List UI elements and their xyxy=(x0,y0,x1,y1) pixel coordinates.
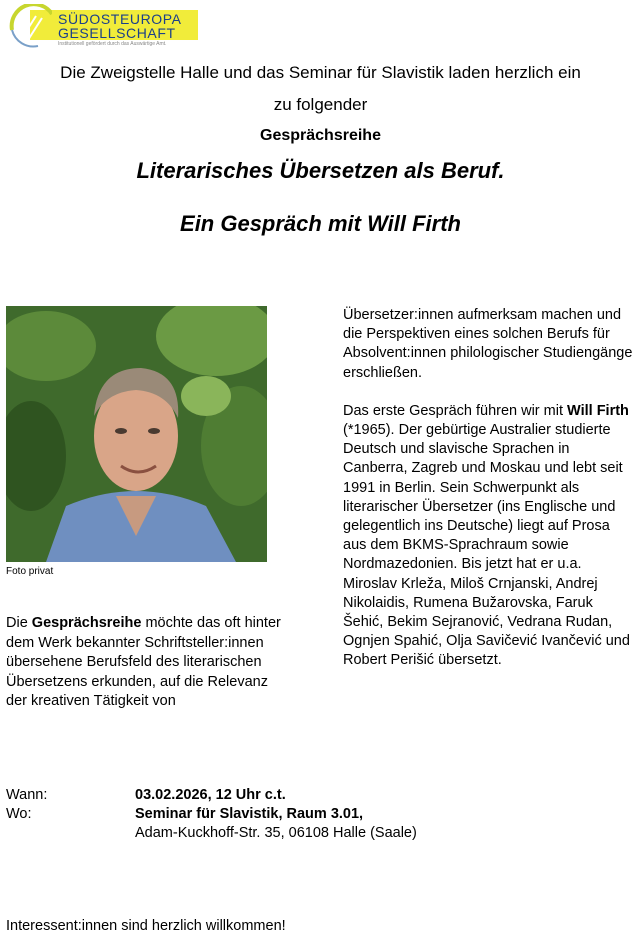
event-title: Literarisches Übersetzen als Beruf. xyxy=(136,158,505,183)
series-description-bold: Gesprächsreihe xyxy=(31,615,142,631)
portrait-photo xyxy=(6,306,267,562)
organization-logo xyxy=(8,4,198,52)
series-description-text: möchte das oft hinter dem Werk bekannter Schriftsteller:innen übersehene Berufsfeld des literarischen Übersetzens erkunden, auf die Relevanz der kreativen Tätigkeit von xyxy=(6,615,281,710)
series-description xyxy=(6,614,291,712)
when-label: Wann: xyxy=(6,787,48,803)
event-date-time: 03.02.2026, 12 Uhr c.t. xyxy=(135,787,286,803)
guest-bio-text: (*1965). Der gebürtige Australier studierte Deutsch und slavische Sprachen in Canberra, Zagreb und Moskau und lebt seit 1991 in Berlin. Sein Schwerpunkt als literarischer Übersetzer (ins Englische und gelegentlich ins Deutsche) liegt auf Prosa aus dem BKMS-Sprachraum sowie Nordmazedonien. Bis jetzt hat er u.a. Miroslav Krleža, Miloš Crnjanski, Andrej Nikolaidis, Rumena Bužarovska, Faruk Šehić, Bekim Sejranović, Vedrana Rudan, Ognjen Spahić, Olja Savičević Ivančević und Robert Perišić übersetzt. xyxy=(343,422,630,669)
intro-line-2: zu folgender xyxy=(273,95,368,114)
series-description-prefix: Die xyxy=(6,615,32,631)
event-address: Adam-Kuckhoff-Str. 35, 06108 Halle (Saale) xyxy=(135,825,417,841)
intro-line-1: Die Zweigstelle Halle und das Seminar für Slavistik laden herzlich ein xyxy=(60,63,581,82)
guest-biography xyxy=(343,402,635,671)
series-label: Gesprächsreihe xyxy=(260,127,381,144)
logo-name-line1: SÜDOSTEUROPA xyxy=(58,11,182,27)
logo-name-line2: GESELLSCHAFT xyxy=(58,25,176,41)
description-continuation: Übersetzer:innen aufmerksam machen und die Perspektiven eines solchen Berufs für Absolvent:innen philologischer Studiengänge erschließen. xyxy=(343,307,633,381)
closing-note: Interessent:innen sind herzlich willkommen! xyxy=(6,918,286,934)
where-label: Wo: xyxy=(6,806,32,822)
photo-caption: Foto privat xyxy=(6,566,54,577)
portrait-image xyxy=(6,306,267,562)
logo-tagline: Institutionell gefördert durch das Auswärtige Amt. xyxy=(58,41,167,47)
event-subtitle: Ein Gespräch mit Will Firth xyxy=(180,211,461,236)
guest-bio-prefix: Das erste Gespräch führen wir mit xyxy=(343,402,568,419)
right-column-text xyxy=(343,306,635,671)
guest-name: Will Firth xyxy=(567,402,629,419)
event-location: Seminar für Slavistik, Raum 3.01, xyxy=(135,806,364,822)
